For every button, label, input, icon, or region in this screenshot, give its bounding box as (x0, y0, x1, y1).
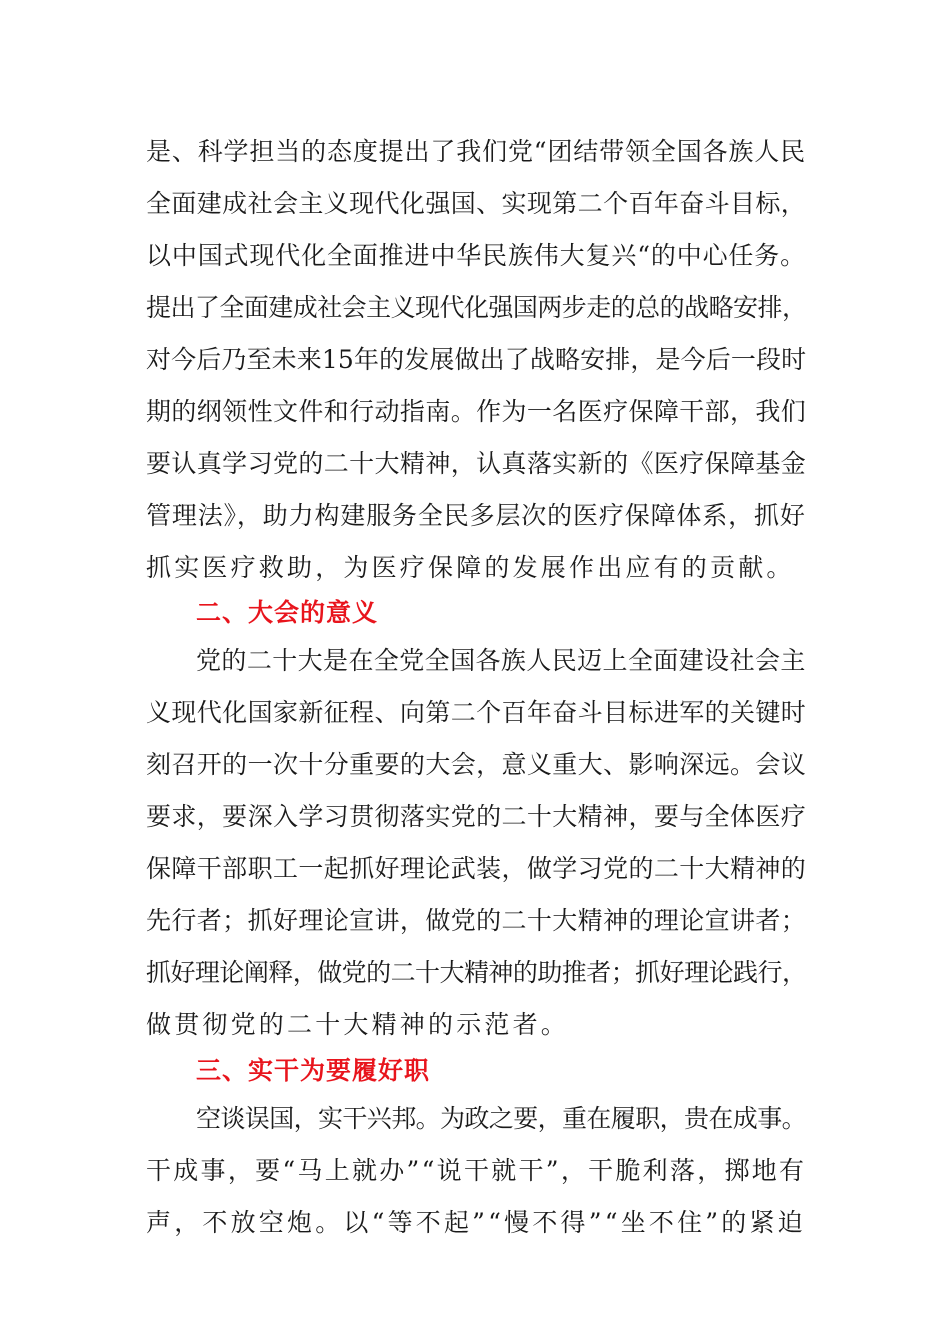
paragraph-line: 党的二十大是在全党全国各族人民迈上全面建设社会主 (196, 646, 806, 675)
paragraph-line: 空谈误国，实干兴邦。为政之要，重在履职，贵在成事。 (196, 1104, 807, 1133)
paragraph-line: 提出了全面建成社会主义现代化强国两步走的总的战略安排， (146, 293, 807, 322)
paragraph-line: 是、科学担当的态度提出了我们党“团结带领全国各族人民 (146, 137, 806, 166)
section-heading: 三、实干为要履好职 (196, 1056, 431, 1085)
paragraph-line: 全面建成社会主义现代化强国、实现第二个百年奋斗目标， (146, 189, 807, 218)
paragraph-line: 义现代化国家新征程、向第二个百年奋斗目标进军的关键时 (146, 698, 807, 727)
paragraph-line: 保障干部职工一起抓好理论武装，做学习党的二十大精神的 (146, 854, 807, 883)
paragraph-line: 先行者；抓好理论宣讲，做党的二十大精神的理论宣讲者； (146, 906, 807, 935)
paragraph-line: 要求，要深入学习贯彻落实党的二十大精神，要与全体医疗 (146, 802, 807, 831)
paragraph-line: 声，不放空炮。以“等不起”“慢不得”“坐不住”的紧迫 (146, 1208, 806, 1237)
paragraph-line: 管理法》，助力构建服务全民多层次的医疗保障体系，抓好 (146, 501, 806, 530)
paragraph-line: 以中国式现代化全面推进中华民族伟大复兴“的中心任务。 (146, 241, 806, 270)
paragraph-line: 抓好理论阐释，做党的二十大精神的助推者；抓好理论践行， (146, 958, 807, 987)
section-heading: 二、大会的意义 (196, 598, 379, 627)
paragraph-line: 抓实医疗救助，为医疗保障的发展作出应有的贡献。 (146, 553, 795, 582)
paragraph-line: 期的纲领性文件和行动指南。作为一名医疗保障干部，我们 (146, 397, 807, 426)
paragraph-line: 要认真学习党的二十大精神，认真落实新的《医疗保障基金 (146, 449, 807, 478)
paragraph-line: 干成事，要“马上就办”“说干就干”，干脆利落，掷地有 (146, 1156, 807, 1185)
paragraph-line: 刻召开的一次十分重要的大会，意义重大、影响深远。会议 (146, 750, 807, 779)
paragraph-line: 做贯彻党的二十大精神的示范者。 (146, 1010, 570, 1039)
paragraph-line: 对今后乃至未来15年的发展做出了战略安排，是今后一段时 (146, 345, 807, 374)
